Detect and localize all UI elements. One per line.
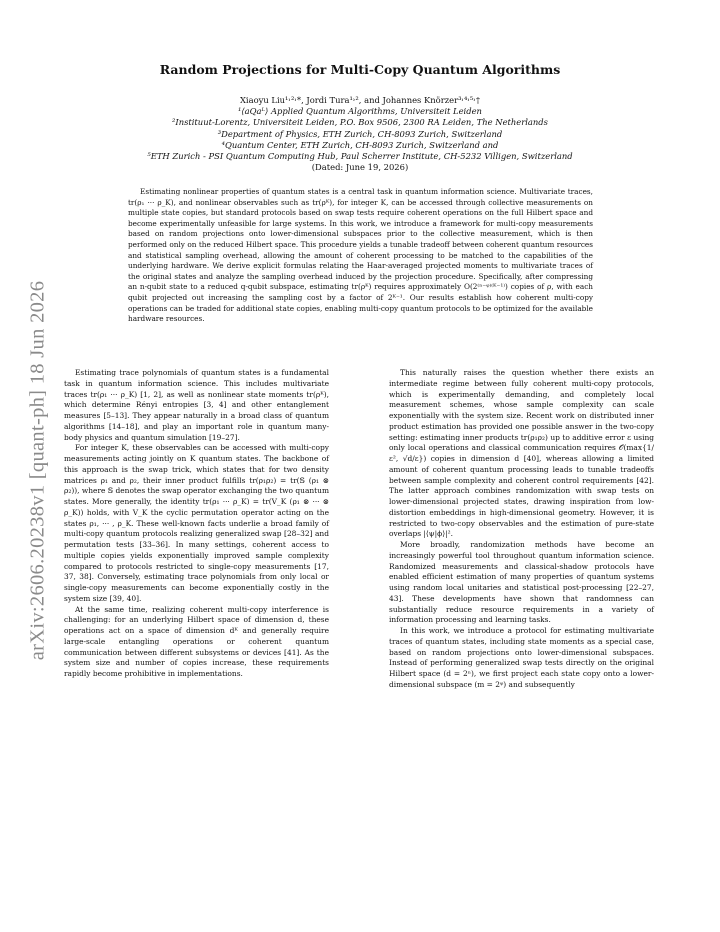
arxiv-identifier: arXiv:2606.20238v1 [quant-ph] 18 Jun 2026 <box>26 280 49 660</box>
left-column <box>64 368 329 680</box>
abstract-text: Estimating nonlinear properties of quantum states is a central task in quantum information science. Multivariate traces, tr(ρ₁ ··· ρ_K), and nonlinear observables such as tr(ρᴷ), for integer K, can be accessed through collective measurements on multiple state copies, but standard protocols based on swap tests require coherent operations on the full Hilbert space and become experimentally unfeasible for large systems. In this work, we introduce a framework for multi-copy measurements based on random projections onto lower-dimensional subspaces prior to the collective measurement, which is then performed only on the reduced Hilbert space. This procedure yields a tunable tradeoff between coherent quantum resources and statistical sampling overhead, allowing the amount of coherent processing to be matched to the capabilities of the underlying hardware. We derive explicit formulas relating the Haar-averaged projected moments to multivariate traces of the original states and analyze the sampling overhead induced by the projection procedure. Specifically, after compressing an n-qubit state to a reduced q-qubit subspace, estimating tr(ρᴷ) requires approximately O(2⁽ⁿ⁻ᵠ⁾⁽ᴷ⁻¹⁾) copies of ρ, with each qubit projected out increasing the sampling cost by a factor of 2ᴷ⁻¹. Our results establish how coherent multi-copy operations can be traded for additional state copies, enabling multi-copy quantum protocols to be optimized for the available hardware resources. <box>128 187 593 324</box>
body-paragraph: In this work, we introduce a protocol for estimating multivariate traces of quantum states, including state moments as a special case, based on random projections onto lower-dimensional subspaces. Instead of performing generalized swap tests directly on the original Hilbert space (d = 2ⁿ), we first project each state copy onto a lower-dimensional subspace (m = 2ᵠ) and subsequently <box>389 626 654 689</box>
affiliation-4: ⁴Quantum Center, ETH Zurich, CH-8093 Zurich, Switzerland and <box>221 139 499 150</box>
paper-title: Random Projections for Multi-Copy Quantum Algorithms <box>159 62 561 77</box>
body-paragraph: More broadly, randomization methods have become an increasingly powerful tool throughout quantum information science. Randomized measurements and classical-shadow protocols have enabled efficient estimation of many properties of quantum systems using random local unitaries and statistical post-processing [22–27, 43]. These developments have shown that randomness can substantially reduce resource requirements in a variety of information processing and learning tasks. <box>389 540 654 625</box>
right-column <box>389 368 654 691</box>
body-paragraph: Estimating trace polynomials of quantum states is a fundamental task in quantum information science. This includes multivariate traces tr(ρ₁ ··· ρ_K) [1, 2], as well as nonlinear state moments tr(ρᴷ), which determine Rényi entropies [3, 4] and other entanglement measures [5–13]. They appear naturally in a broad class of quantum algorithms [14–18], and play an important role in quantum many-body physics and quantum simulation [19–27]. <box>64 368 329 442</box>
affiliation-3: ³Department of Physics, ETH Zurich, CH-8093 Zurich, Switzerland <box>217 128 503 139</box>
arxiv-identifier-stamp <box>18 260 58 680</box>
date-line: (Dated: June 19, 2026) <box>311 162 409 173</box>
body-paragraph: This naturally raises the question whether there exists an intermediate regime between fully coherent multi-copy protocols, which is experimentally demanding, and completely local measurement schemes, whose sample complexity can scale exponentially with the system size. Recent work on distributed inner product estimation has provided one possible answer in the two-copy setting: estimating inner products tr(ρ₁ρ₂) up to additive error ε using only local operations and classical communication requires 𝒪(max{1/ε², √d/ε}) copies in dimension d [40], whereas allowing a limited amount of coherent quantum processing leads to tunable tradeoffs between sample complexity and coherent control requirements [42]. The latter approach combines randomization with swap tests on lower-dimensional projected states, drawing inspiration from low-distortion embeddings in high-dimensional geometry. However, it is restricted to two-copy observables and the estimation of pure-state overlaps |⟨ψ|ϕ⟩|². <box>389 368 654 539</box>
affiliation-1: ¹⟨aQaᴸ⟩ Applied Quantum Algorithms, Universiteit Leiden <box>238 106 482 117</box>
affiliation-5: ⁵ETH Zurich - PSI Quantum Computing Hub, Paul Scherrer Institute, CH-5232 Villigen, Switzerland <box>147 151 573 162</box>
affiliation-2: ²Instituut-Lorentz, Universiteit Leiden, P.O. Box 9506, 2300 RA Leiden, The Netherlands <box>172 117 548 128</box>
abstract <box>128 187 593 325</box>
body-paragraph: For integer K, these observables can be accessed with multi-copy measurements acting jointly on K quantum states. The backbone of this approach is the swap trick, which states that for two density matrices ρ₁ and ρ₂, their inner product fulfills tr(ρ₁ρ₂) = tr(𝕊 (ρ₁ ⊗ ρ₂)), where 𝕊 denotes the swap operator exchanging the two quantum states. More generally, the identity tr(ρ₁ ··· ρ_K) = tr(V_K (ρ₁ ⊗ ··· ⊗ ρ_K)) holds, with V_K the cyclic permutation operator acting on the states ρ₁, ··· , ρ_K. These well-known facts underlie a broad family of multi-copy quantum protocols realizing generalized swap [28–32] and permutation tests [33–36]. In many settings, coherent access to multiple copies yields exponentially improved sample complexity compared to protocols restricted to single-copy measurements [17, 37, 38]. Conversely, estimating trace polynomials from only local or single-copy measurements can become exponentially costly in the system size [39, 40]. <box>64 443 329 603</box>
author-list: Xiaoyu Liu¹˒²˒*, Jordi Tura¹˒², and Johannes Knörzer³˒⁴˒⁵˒† <box>239 95 481 105</box>
body-paragraph: At the same time, realizing coherent multi-copy interference is challenging: for an underlying Hilbert space of dimension d, these operations act on a space of dimension dᴷ and generally require large-scale entangling operations or coherent quantum communication between different subsystems or devices [41]. As the system size and number of copies increase, these requirements rapidly become prohibitive in implementations. <box>64 604 329 678</box>
author-block <box>80 95 640 173</box>
